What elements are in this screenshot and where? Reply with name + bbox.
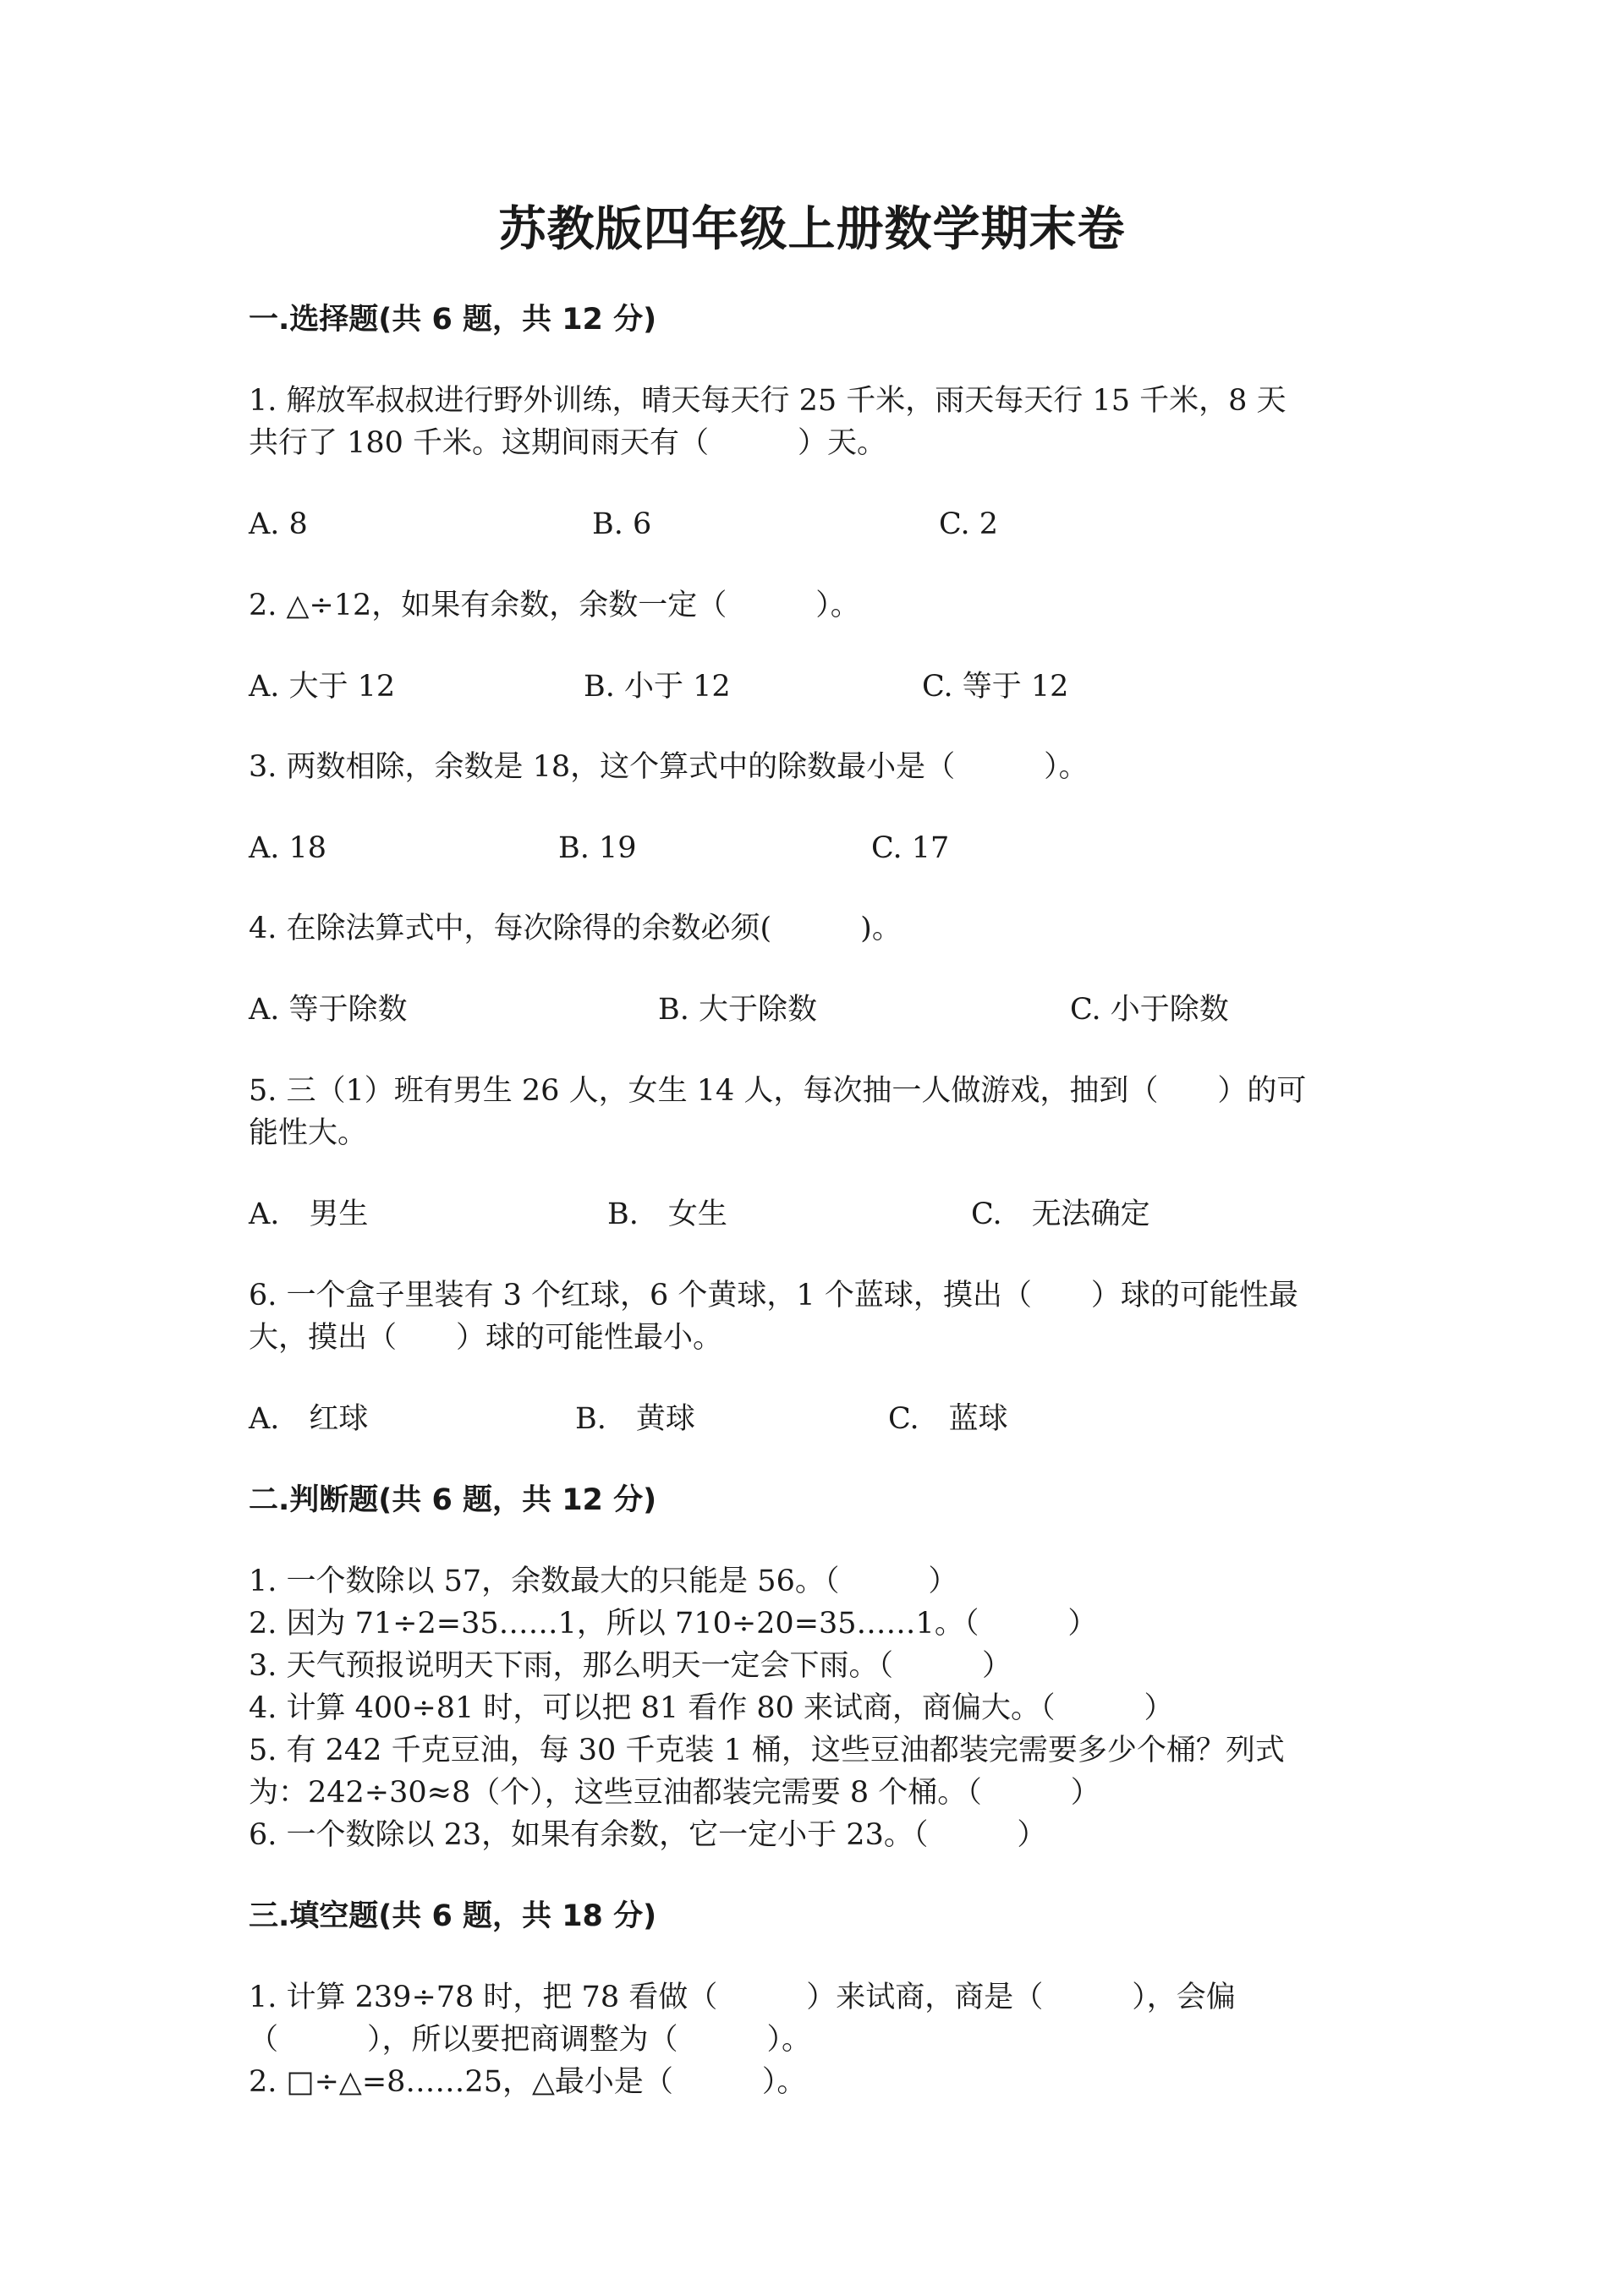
question-2-text: 2. △÷12，如果有余数，余数一定（ ）。 bbox=[249, 589, 860, 622]
question-2-option-c: C. 等于 12 bbox=[922, 670, 1069, 704]
judgement-item: 3. 天气预报说明天下雨，那么明天一定会下雨。（ ） bbox=[249, 1649, 1012, 1683]
section-heading-judgement: 二.判断题(共 6 题，共 12 分) bbox=[249, 1483, 657, 1517]
question-5-option-c: C. 无法确定 bbox=[971, 1197, 1150, 1231]
fill-blank-item: 2. □÷△=8……25，△最小是（ ）。 bbox=[249, 2065, 807, 2099]
question-1-option-a: A. 8 bbox=[249, 507, 308, 541]
question-4-option-b: B. 大于除数 bbox=[658, 993, 817, 1027]
section-heading-choice: 一.选择题(共 6 题，共 12 分) bbox=[249, 303, 657, 337]
page-title: 苏教版四年级上册数学期末卷 bbox=[498, 201, 1126, 257]
judgement-item: 2. 因为 71÷2=35……1，所以 710÷20=35……1。（ ） bbox=[249, 1607, 1098, 1641]
question-6-option-a: A. 红球 bbox=[249, 1402, 369, 1436]
question-5-option-b: B. 女生 bbox=[607, 1197, 727, 1231]
judgement-item: 1. 一个数除以 57，余数最大的只能是 56。（ ） bbox=[249, 1564, 958, 1598]
judgement-item-cont: 为：242÷30≈8（个），这些豆油都装完需要 8 个桶。（ ） bbox=[249, 1776, 1100, 1810]
question-3-text: 3. 两数相除，余数是 18，这个算式中的除数最小是（ ）。 bbox=[249, 750, 1089, 784]
section-heading-fill-blank: 三.填空题(共 6 题，共 18 分) bbox=[249, 1899, 657, 1933]
fill-blank-item-cont: （ ），所以要把商调整为（ ）。 bbox=[249, 2023, 812, 2057]
judgement-item: 6. 一个数除以 23，如果有余数，它一定小于 23。（ ） bbox=[249, 1818, 1047, 1852]
question-4-option-c: C. 小于除数 bbox=[1070, 993, 1229, 1027]
judgement-item: 5. 有 242 千克豆油，每 30 千克装 1 桶，这些豆油都装完需要多少个桶？列式 bbox=[249, 1734, 1285, 1767]
question-3-option-b: B. 19 bbox=[558, 831, 637, 865]
judgement-item: 4. 计算 400÷81 时，可以把 81 看作 80 来试商，商偏大。（ ） bbox=[249, 1691, 1174, 1725]
question-1-text-cont: 共行了 180 千米。这期间雨天有（ ）天。 bbox=[249, 426, 887, 460]
question-2-option-b: B. 小于 12 bbox=[584, 670, 731, 704]
question-6-option-c: C. 蓝球 bbox=[888, 1402, 1008, 1436]
question-6-text-cont: 大，摸出（ ）球的可能性最小。 bbox=[249, 1321, 723, 1355]
question-4-option-a: A. 等于除数 bbox=[249, 993, 408, 1027]
question-5-option-a: A. 男生 bbox=[249, 1197, 369, 1231]
question-1-option-b: B. 6 bbox=[592, 507, 652, 541]
question-6-option-b: B. 黄球 bbox=[575, 1402, 695, 1436]
question-3-option-a: A. 18 bbox=[249, 831, 327, 865]
question-3-option-c: C. 17 bbox=[871, 831, 950, 865]
question-6-text: 6. 一个盒子里装有 3 个红球，6 个黄球，1 个蓝球，摸出（ ）球的可能性最 bbox=[249, 1279, 1298, 1312]
question-1-text: 1. 解放军叔叔进行野外训练，晴天每天行 25 千米，雨天每天行 15 千米，8 天 bbox=[249, 384, 1287, 418]
question-1-option-c: C. 2 bbox=[939, 507, 999, 541]
question-4-text: 4. 在除法算式中，每次除得的余数必须( )。 bbox=[249, 912, 902, 945]
question-2-option-a: A. 大于 12 bbox=[249, 670, 396, 704]
fill-blank-item: 1. 计算 239÷78 时，把 78 看做（ ）来试商，商是（ ），会偏 bbox=[249, 1981, 1236, 2014]
question-5-text-cont: 能性大。 bbox=[249, 1116, 368, 1150]
question-5-text: 5. 三（1）班有男生 26 人，女生 14 人，每次抽一人做游戏，抽到（ ）的可 bbox=[249, 1074, 1307, 1108]
